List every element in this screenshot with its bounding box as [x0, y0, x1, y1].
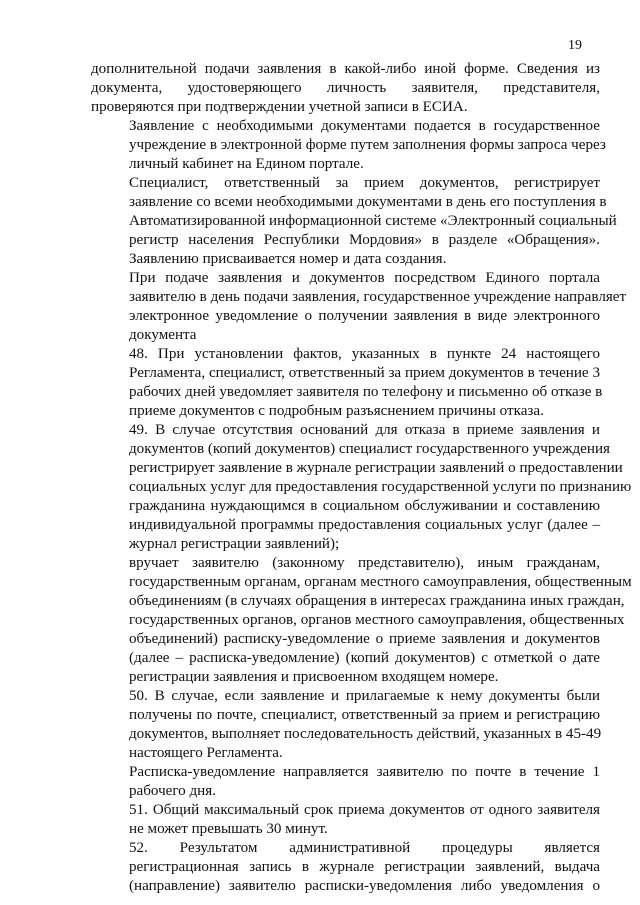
text-line: документа, удостоверяющего личность заявителя, представителя,	[91, 80, 600, 96]
text-line: 51. Общий максимальный срок приема документов от одного заявителя	[129, 802, 600, 818]
text-line: 49. В случае отсутствия оснований для отказа в приеме заявления и	[129, 422, 600, 438]
text-line: учреждение в электронной форме путем заполнения формы запроса через	[129, 137, 606, 153]
text-line: дополнительной подачи заявления в какой-либо иной форме. Сведения из	[91, 61, 600, 77]
text-line: государственных органов, органов местного самоуправления, общественных	[129, 612, 625, 628]
text-line: рабочих дней уведомляет заявителя по телефону и письменно об отказе в	[129, 384, 603, 400]
text-line: не может превышать 30 минут.	[129, 821, 328, 837]
text-line: объединений) расписку-уведомление о приеме заявления и документов	[129, 631, 600, 647]
text-line: приеме документов с подробным разъяснением причины отказа.	[129, 403, 544, 419]
text-line: настоящего Регламента.	[129, 745, 283, 761]
text-line: получены по почте, специалист, ответственный за прием и регистрацию	[129, 707, 600, 723]
text-line: проверяются при подтверждении учетной записи в ЕСИА.	[91, 99, 468, 115]
text-line: документа	[129, 327, 197, 343]
document-body	[91, 60, 632, 896]
text-line: 50. В случае, если заявление и прилагаемые к нему документы были	[129, 688, 600, 704]
text-line: регистрации заявления и присвоенном входящем номере.	[129, 669, 499, 685]
paragraph	[91, 554, 632, 687]
text-line: При подаче заявления и документов посредством Единого портала	[129, 270, 600, 286]
text-line: 48. При установлении фактов, указанных в пункте 24 настоящего	[129, 346, 600, 362]
text-line: регистр населения Республики Мордовия» в разделе «Обращения».	[129, 232, 600, 248]
text-line: государственным органам, органам местного самоуправления, общественным	[129, 574, 632, 590]
text-line: документов, выполняет последовательность действий, указанных в 45-49	[129, 726, 602, 742]
text-line: Регламента, специалист, ответственный за прием документов в течение 3	[129, 365, 600, 381]
text-line: Автоматизированной информационной системе «Электронный социальный	[129, 213, 617, 229]
paragraph	[91, 60, 600, 117]
page-number: 19	[568, 38, 582, 53]
text-line: личный кабинет на Едином портале.	[129, 156, 364, 172]
text-line: вручает заявителю (законному представителю), иным гражданам,	[129, 555, 600, 571]
text-line: (далее – расписка-уведомление) (копий документов) с отметкой о дате	[129, 650, 600, 666]
paragraph	[91, 117, 606, 174]
text-line: гражданина нуждающимся в социальном обслуживании и составлению	[129, 498, 600, 514]
paragraph	[91, 801, 600, 839]
text-line: регистрационная запись в журнале регистрации заявлений, выдача	[129, 859, 600, 875]
text-line: заявление со всеми необходимыми документами в день его поступления в	[129, 194, 607, 210]
paragraph	[91, 687, 600, 763]
text-line: индивидуальной программы предоставления социальных услуг (далее –	[129, 517, 600, 533]
text-line: рабочего дня.	[129, 783, 216, 799]
text-line: объединениям (в случаях обращения в интересах гражданина иных граждан,	[129, 593, 625, 609]
text-line: (направление) заявителю расписки-уведомления либо уведомления о	[129, 878, 600, 894]
paragraph	[91, 269, 627, 345]
paragraph	[91, 174, 617, 269]
paragraph	[91, 839, 600, 896]
text-line: 52. Результатом административной процедуры является	[129, 840, 600, 856]
text-line: регистрирует заявление в журнале регистрации заявлений о предоставлении	[129, 460, 623, 476]
text-line: журнал регистрации заявлений);	[129, 536, 340, 552]
text-line: электронное уведомление о получении заявления в виде электронного	[129, 308, 600, 324]
text-line: Расписка-уведомление направляется заявителю по почте в течение 1	[129, 764, 600, 780]
text-line: Заявление с необходимыми документами подается в государственное	[129, 118, 600, 134]
text-line: социальных услуг для предоставления государственной услуги по признанию	[129, 479, 632, 495]
paragraph	[91, 763, 600, 801]
text-line: документов (копий документов) специалист государственного учреждения	[129, 441, 610, 457]
paragraph	[91, 421, 632, 554]
text-line: Заявлению присваивается номер и дата создания.	[129, 251, 447, 267]
text-line: заявителю в день подачи заявления, государственное учреждение направляет	[129, 289, 627, 305]
paragraph	[91, 345, 603, 421]
text-line: Специалист, ответственный за прием документов, регистрирует	[129, 175, 600, 191]
